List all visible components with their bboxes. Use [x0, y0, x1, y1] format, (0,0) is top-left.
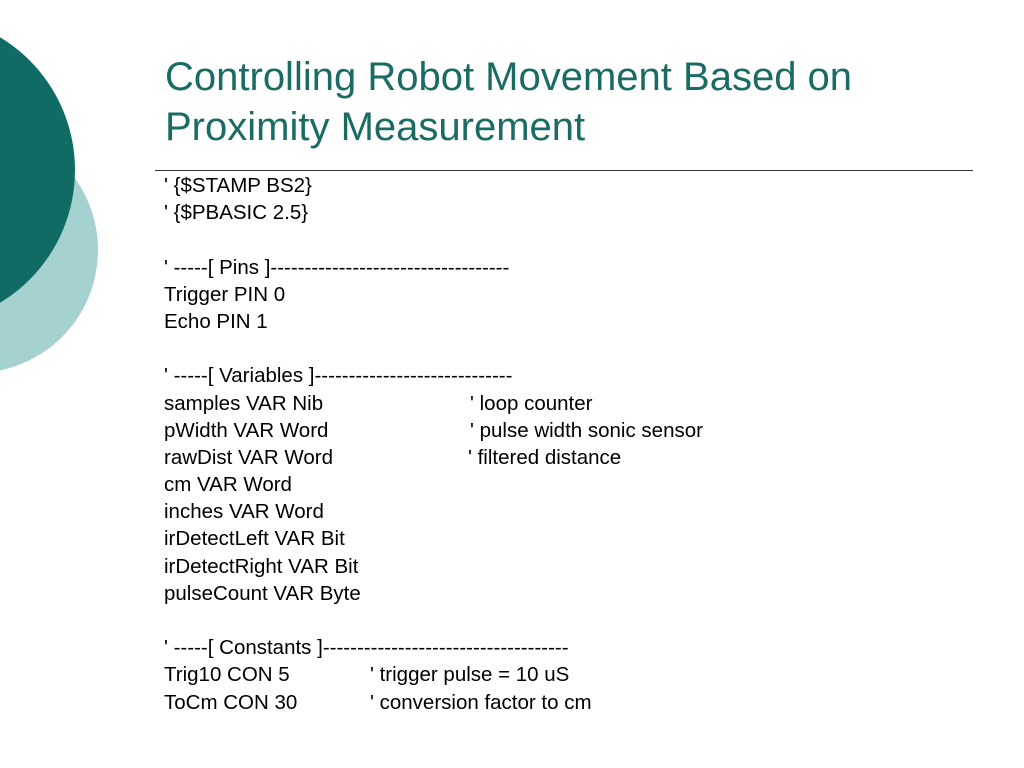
slide-title-line-1: Controlling Robot Movement Based on	[165, 55, 853, 99]
code-line	[164, 444, 1004, 471]
code-line	[164, 281, 1004, 308]
slide-title-line-2: Proximity Measurement	[165, 105, 586, 149]
code-line	[164, 172, 1004, 199]
code-line	[164, 580, 1004, 607]
variable-comment: ' pulse width sonic sensor	[470, 418, 703, 442]
variable-declaration: rawDist VAR Word	[164, 445, 333, 469]
constants-section-header: ' -----[ Constants ]------------------------------------	[164, 636, 569, 660]
variable-declaration: pulseCount VAR Byte	[164, 581, 361, 605]
variable-declaration: irDetectRight VAR Bit	[164, 554, 359, 578]
code-line	[164, 471, 1004, 498]
pbasic-directive: ' {$PBASIC 2.5}	[164, 201, 309, 225]
code-line	[164, 661, 1004, 688]
decorative-circles	[0, 0, 110, 420]
variable-declaration: cm VAR Word	[164, 473, 292, 497]
variable-declaration: irDetectLeft VAR Bit	[164, 527, 345, 551]
variable-declaration: pWidth VAR Word	[164, 418, 329, 442]
code-line	[164, 689, 1004, 716]
code-line	[164, 634, 1004, 661]
code-line	[164, 390, 1004, 417]
title-divider	[155, 170, 973, 171]
code-line	[164, 254, 1004, 281]
constant-comment: ' conversion factor to cm	[370, 690, 592, 714]
code-line	[164, 417, 1004, 444]
code-line	[164, 498, 1004, 525]
constant-declaration: Trig10 CON 5	[164, 663, 290, 687]
code-line	[164, 525, 1004, 552]
blank-line	[164, 226, 1004, 253]
variable-comment: ' filtered distance	[468, 445, 622, 469]
code-listing	[164, 172, 1004, 716]
code-line	[164, 362, 1004, 389]
code-line	[164, 308, 1004, 335]
blank-line	[164, 335, 1004, 362]
variable-declaration: inches VAR Word	[164, 500, 324, 524]
blank-line	[164, 607, 1004, 634]
stamp-directive: ' {$STAMP BS2}	[164, 174, 312, 197]
pins-section-header: ' -----[ Pins ]-----------------------------------	[164, 255, 510, 279]
slide-title	[165, 52, 985, 152]
variables-section-header: ' -----[ Variables ]-----------------------------	[164, 364, 513, 388]
pin-declaration: Trigger PIN 0	[164, 282, 286, 306]
code-line	[164, 199, 1004, 226]
pin-declaration: Echo PIN 1	[164, 309, 268, 333]
variable-comment: ' loop counter	[470, 391, 593, 415]
variable-declaration: samples VAR Nib	[164, 391, 324, 415]
code-line	[164, 553, 1004, 580]
constant-comment: ' trigger pulse = 10 uS	[370, 663, 570, 687]
constant-declaration: ToCm CON 30	[164, 690, 298, 714]
